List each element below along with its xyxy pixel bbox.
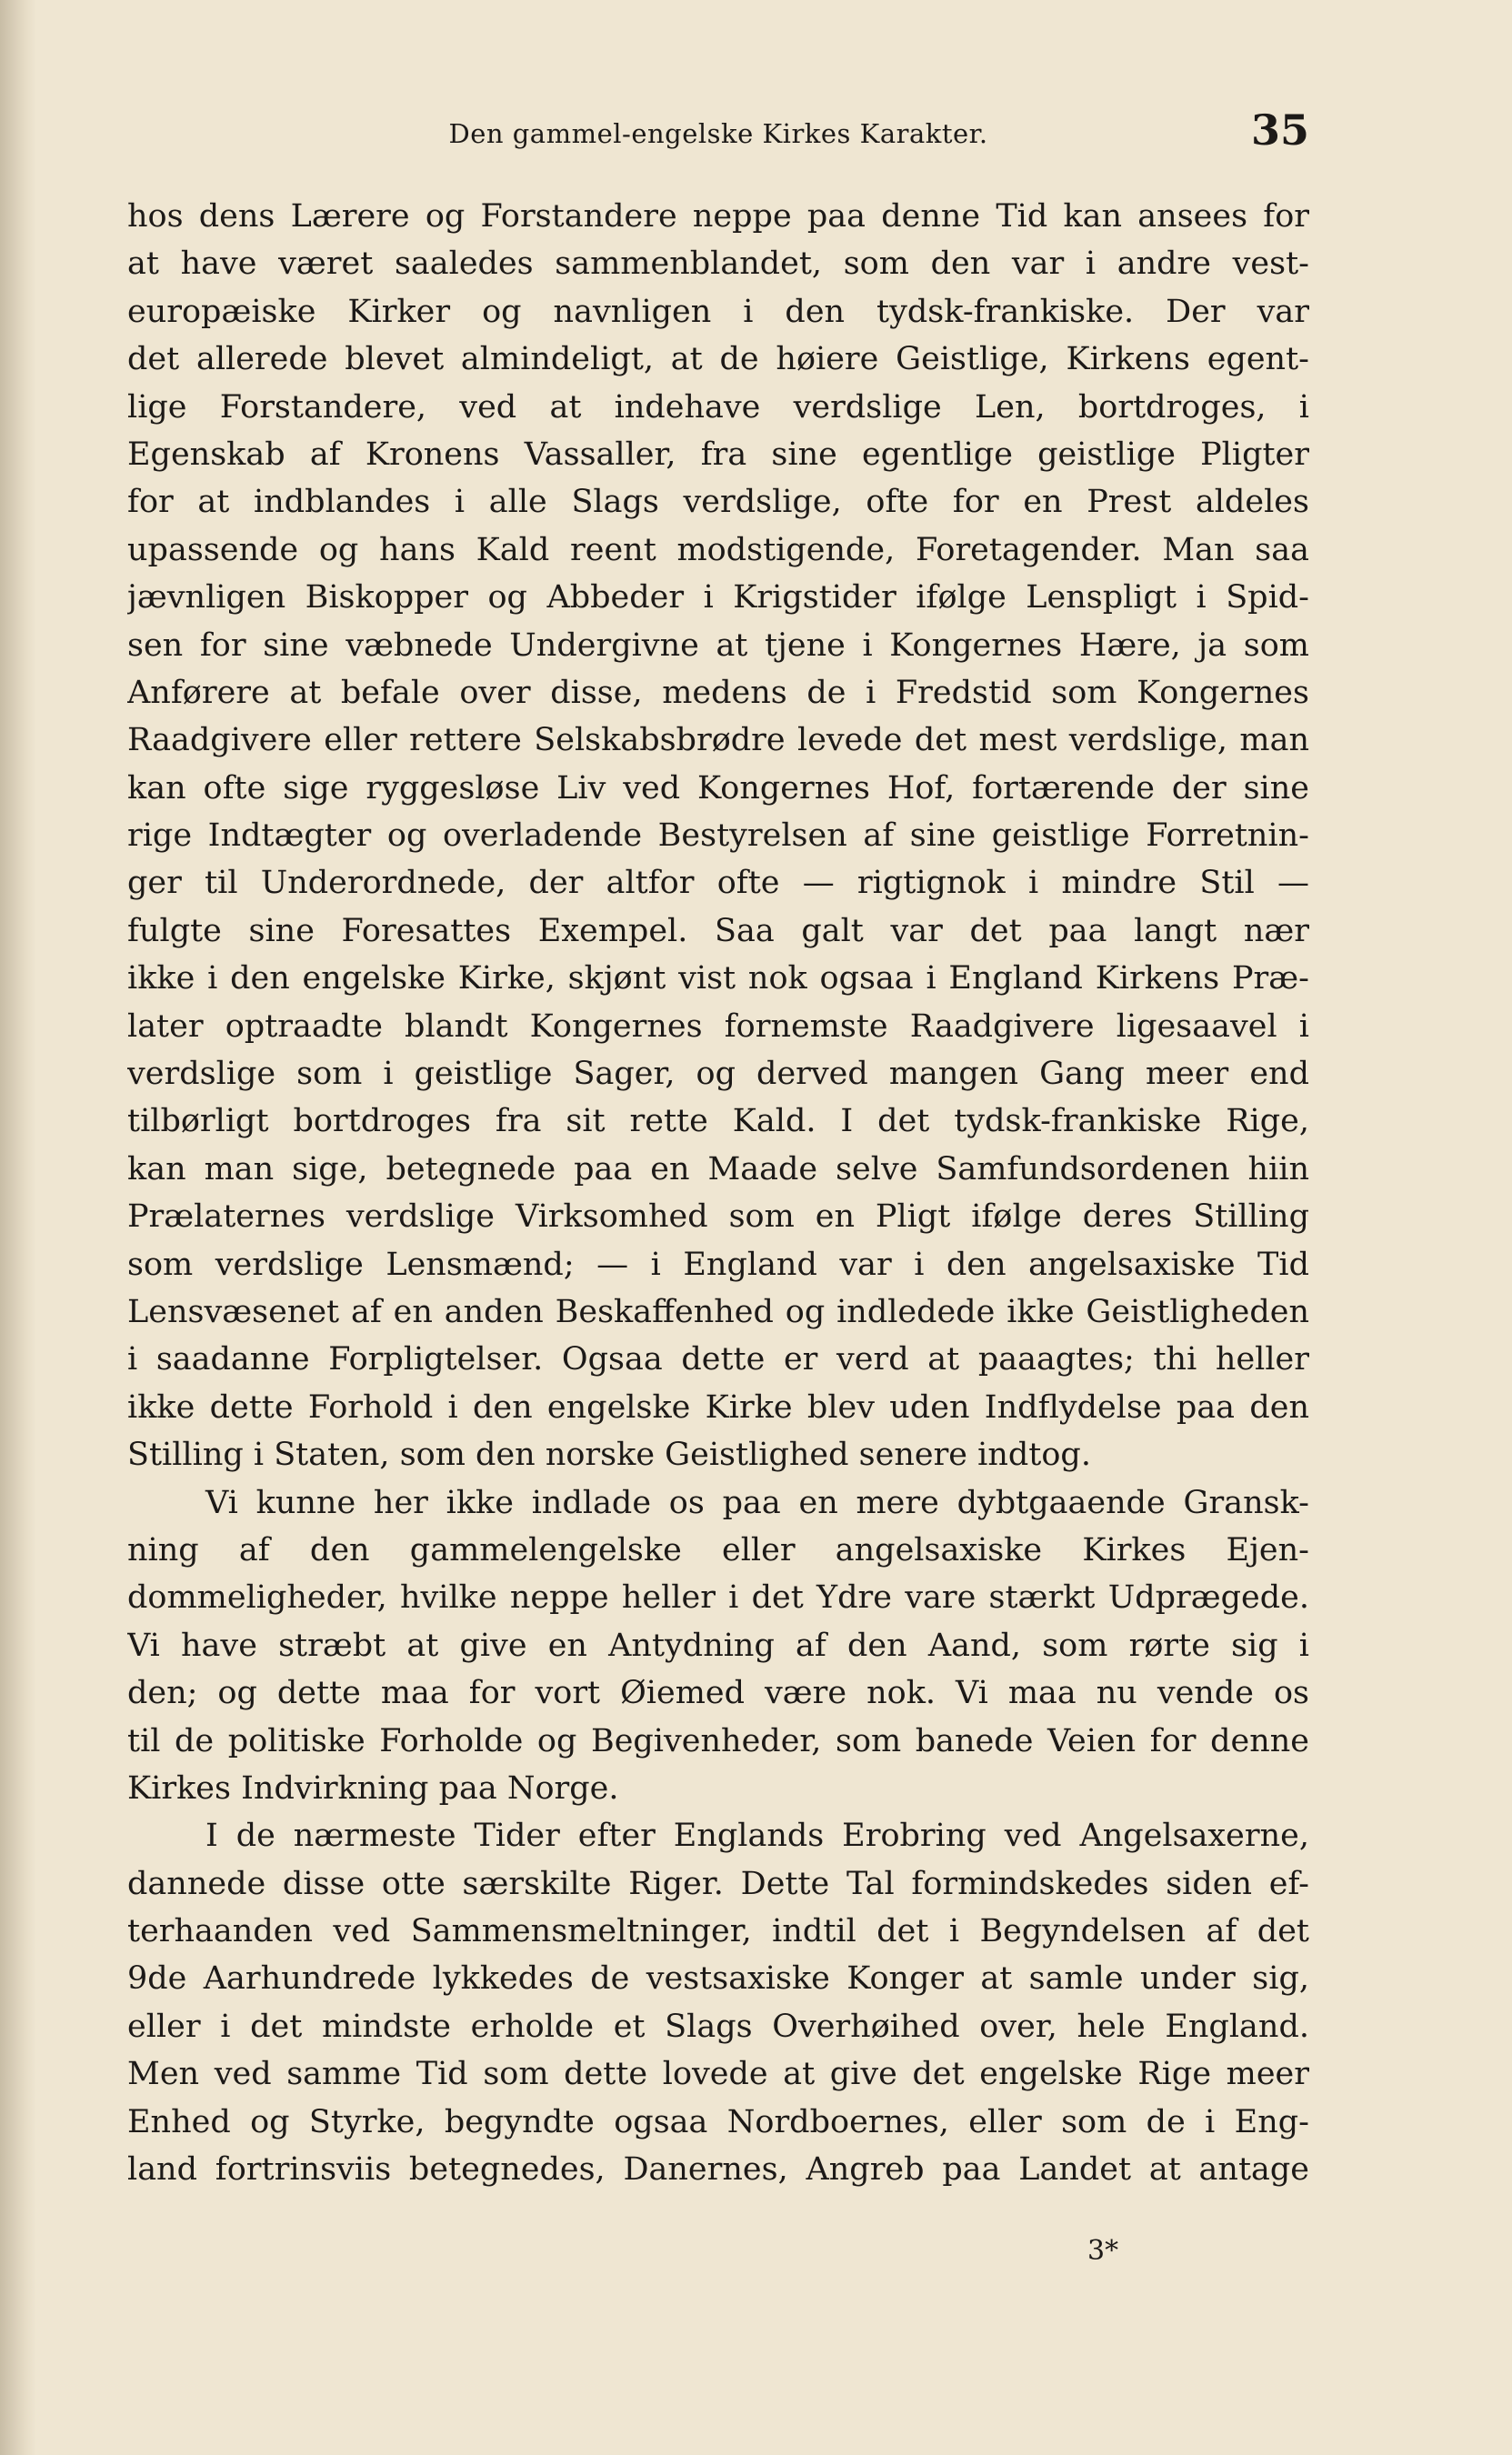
page-binding-shadow xyxy=(0,0,36,2455)
text-line: som verdslige Lensmænd; — i England var i den angelsaxiske Tid xyxy=(127,1246,1309,1283)
text-line: eller i det mindste erholde et Slags Overhøihed over, hele England. xyxy=(127,2008,1309,2045)
text-line: 9de Aarhundrede lykkedes de vestsaxiske Konger at samle under sig, xyxy=(127,1960,1309,1998)
text-line: terhaanden ved Sammensmeltninger, indtil det i Begyndelsen af det xyxy=(127,1913,1309,1950)
text-line: Vi have stræbt at give en Antydning af den Aand, som rørte sig i xyxy=(127,1627,1309,1664)
text-line: Men ved samme Tid som dette lovede at give det engelske Rige meer xyxy=(127,2056,1309,2093)
text-line: dannede disse otte særskilte Riger. Dette Tal formindskedes siden ef- xyxy=(127,1865,1309,1902)
text-line: Lensvæsenet af en anden Beskaffenhed og indledede ikke Geistligheden xyxy=(127,1293,1309,1330)
text-line: Egenskab af Kronens Vassaller, fra sine egentlige geistlige Pligter xyxy=(127,436,1309,473)
text-line: kan man sige, betegnede paa en Maade selve Samfundsordenen hiin xyxy=(127,1150,1309,1187)
text-line: Kirkes Indvirkning paa Norge. xyxy=(127,1769,619,1807)
running-title: Den gammel-engelske Kirkes Karakter. xyxy=(448,118,988,149)
text-line: rige Indtægter og overladende Bestyrelsen af sine geistlige Forretnin- xyxy=(127,817,1309,855)
text-line: Stilling i Staten, som den norske Geistlighed senere indtog. xyxy=(127,1437,1091,1474)
text-line: later optraadte blandt Kongernes fornemste Raadgivere ligesaavel i xyxy=(127,1007,1309,1045)
text-line: upassende og hans Kald reent modstigende, Foretagender. Man saa xyxy=(127,531,1309,568)
text-line: til de politiske Forholde og Begivenheder, som banede Veien for denne xyxy=(127,1722,1309,1759)
text-line: Vi kunne her ikke indlade os paa en mere dybtgaaende Gransk- xyxy=(205,1484,1309,1521)
text-line: fulgte sine Foresattes Exempel. Saa galt var det paa langt nær xyxy=(127,912,1309,949)
text-line: at have været saaledes sammenblandet, som den var i andre vest- xyxy=(127,246,1309,283)
text-line: jævnligen Biskopper og Abbeder i Krigstider ifølge Lenspligt i Spid- xyxy=(127,579,1309,616)
text-line: verdslige som i geistlige Sager, og derved mangen Gang meer end xyxy=(127,1056,1309,1093)
text-line: kan ofte sige ryggesløse Liv ved Kongernes Hof, fortærende der sine xyxy=(127,769,1309,807)
text-line: dommeligheder, hvilke neppe heller i det Ydre vare stærkt Udprægede. xyxy=(127,1579,1309,1617)
text-line: ning af den gammelengelske eller angelsaxiske Kirkes Ejen- xyxy=(127,1531,1309,1568)
text-line: Prælaternes verdslige Virksomhed som en Pligt ifølge deres Stilling xyxy=(127,1198,1309,1236)
text-line: sen for sine væbnede Undergivne at tjene i Kongernes Hære, ja som xyxy=(127,626,1309,664)
text-line: land fortrinsviis betegnedes, Danernes, Angreb paa Landet at antage xyxy=(127,2151,1309,2189)
text-line: den; og dette maa for vort Øiemed være nok. Vi maa nu vende os xyxy=(127,1675,1309,1712)
text-line: for at indblandes i alle Slags verdslige, ofte for en Prest aldeles xyxy=(127,484,1309,521)
text-line: hos dens Lærere og Forstandere neppe paa denne Tid kan ansees for xyxy=(127,198,1309,235)
page-header xyxy=(127,102,1309,156)
text-line: Anførere at befale over disse, medens de i Fredstid som Kongernes xyxy=(127,674,1309,711)
text-line: europæiske Kirker og navnligen i den tydsk-frankiske. Der var xyxy=(127,293,1309,330)
signature-mark: 3* xyxy=(1087,2235,1119,2267)
text-line: lige Forstandere, ved at indehave verdslige Len, bortdroges, i xyxy=(127,388,1309,426)
text-line: Enhed og Styrke, begyndte ogsaa Nordboernes, eller som de i Eng- xyxy=(127,2103,1309,2140)
text-line: det allerede blevet almindeligt, at de høiere Geistlige, Kirkens egent- xyxy=(127,341,1309,378)
text-line: ikke i den engelske Kirke, skjønt vist nok ogsaa i England Kirkens Præ- xyxy=(127,960,1309,997)
body-text xyxy=(127,193,1309,2193)
text-line: ikke dette Forhold i den engelske Kirke blev uden Indflydelse paa den xyxy=(127,1388,1309,1426)
text-line: I de nærmeste Tider efter Englands Erobring ved Angelsaxerne, xyxy=(205,1818,1309,1855)
text-line: Raadgivere eller rettere Selskabsbrødre levede det mest verdslige, man xyxy=(127,722,1309,759)
text-line: tilbørligt bortdroges fra sit rette Kald. I det tydsk-frankiske Rige, xyxy=(127,1103,1309,1140)
page-number: 35 xyxy=(1250,105,1309,155)
text-line: i saadanne Forpligtelser. Ogsaa dette er verd at paaagtes; thi heller xyxy=(127,1341,1309,1378)
text-line: ger til Underordnede, der altfor ofte — rigtignok i mindre Stil — xyxy=(127,865,1309,902)
